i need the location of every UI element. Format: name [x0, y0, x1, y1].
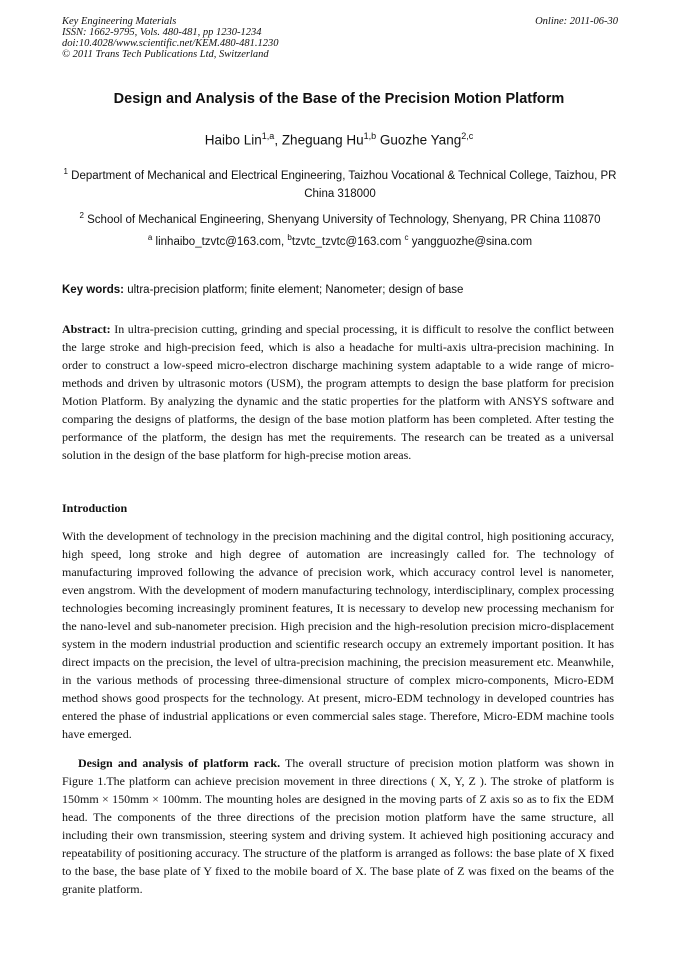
journal-issn: ISSN: 1662-9795, Vols. 480-481, pp 1230-1234 — [62, 27, 262, 38]
keywords-label: Key words: — [62, 284, 124, 296]
paper-title: Design and Analysis of the Base of the Precision Motion Platform — [113, 91, 565, 107]
keywords — [62, 284, 618, 296]
online-date: Online: 2011-06-30 — [535, 16, 618, 27]
keywords-text: ultra-precision platform; finite element; Nanometer; design of base — [124, 284, 464, 296]
email-a-sup: a — [147, 232, 153, 242]
introduction-paragraph: With the development of technology in the precision machining and the digital control, high positioning accuracy, high speed, long stroke and high degree of automation are increasingly called for. The technology of manufacturing improved following the advance of precision work, which accuracy control level is nanometer, even angstrom. With the development of modern manufacturing technology, interdisciplinary, complex processing technologies becoming increasingly prominent features, It is necessary to develop new processing mechanism for the nano-level and sub-nanometer precision. High precision and the high-resolution precision micro-displacement system in the modern industrial production and scientific research occupy an extremely important position. It has direct impacts on the precision, the level of ultra-precision machining, the precision measurement etc. Meanwhile, in the various methods of processing three-dimensional structure of complex micro-components, Micro-EDM method shows good prospects for the technology. At present, micro-EDM technology in developed countries has entered the phase of industrial applications or even commercial sales stage. Therefore, Micro-EDM machine tools have emerged. — [62, 529, 614, 741]
journal-name: Key Engineering Materials — [62, 16, 177, 27]
author-3: Guozhe Yang — [376, 132, 462, 148]
author-list — [0, 131, 678, 148]
abstract-label: Abstract: — [62, 322, 111, 336]
affiliation-1 — [62, 163, 618, 203]
introduction-heading: Introduction — [62, 501, 128, 515]
platform-rack-text: The overall structure of precision motion platform was shown in Figure 1.The platform can achieve precision movement in three directions ( X, Y, Z ). The stroke of platform is 150mm × 150mm × 100mm. The mounting holes are designed in the moving parts of Z axis so as to fix the EDM head. The components of the three directions of the precision motion platform have the same structure, all including their own transmission, steering system and driving system. It achieved high positioning accuracy and repeatability of positioning accuracy. The structure of the platform is arranged as follows: the base plate of X fixed to the base, the base plate of Y fixed to the mobile board of X. The base plate of Z was fixed on the beams of the granite platform. — [62, 756, 615, 896]
email-b-sup: b — [287, 232, 292, 242]
journal-header — [62, 16, 618, 60]
affiliation-2-text: School of Mechanical Engineering, Shenyang University of Technology, Shenyang, PR China 110870 — [83, 213, 601, 226]
author-1-sup: 1,a — [261, 131, 275, 141]
affiliation-1-sup: 1 — [63, 167, 68, 176]
affiliation-2 — [62, 207, 618, 251]
affiliation-2-sup: 2 — [79, 211, 84, 220]
abstract-text: In ultra-precision cutting, grinding and special processing, it is difficult to resolve the conflict between the large stroke and high-precision feed, which is also a headache for multi-axis ultra-precision machining. In order to construct a low-speed micro-electron discharge machining system adaptable to a wide range of micro-methods and driven by ultrasonic motors (USM), the program attempts to design the base platform for precision Motion Platform. By analyzing the dynamic and the static properties for the platform with ANSYS software and comparing the designs of platforms, the design of the base motion platform has been completed. After testing the performance of the platform, the design has met the requirements. The research can be treated as a universal solution in the design of the base platform for high-precise motion areas. — [62, 322, 614, 462]
journal-doi: doi:10.4028/www.scientific.net/KEM.480-481.1230 — [62, 38, 279, 49]
author-1: Haibo Lin — [204, 132, 262, 148]
email-a: linhaibo_tzvtc@163.com, — [152, 235, 288, 248]
email-c-sup: c — [404, 232, 409, 242]
journal-copyright: © 2011 Trans Tech Publications Ltd, Switzerland — [62, 49, 269, 60]
author-2-sup: 1,b — [363, 131, 377, 141]
platform-rack-label: Design and analysis of platform rack. — [78, 756, 281, 770]
author-3-sup: 2,c — [461, 131, 474, 141]
author-2: , Zheguang Hu — [274, 132, 364, 148]
affiliation-1-text: Department of Mechanical and Electrical Engineering, Taizhou Vocational & Technical College, Taizhou, PR China 318000 — [67, 169, 617, 200]
platform-rack-paragraph — [62, 754, 614, 898]
email-b: tzvtc_tzvtc@163.com — [291, 235, 405, 248]
abstract — [62, 320, 614, 464]
email-c: yangguozhe@sina.com — [408, 235, 533, 248]
